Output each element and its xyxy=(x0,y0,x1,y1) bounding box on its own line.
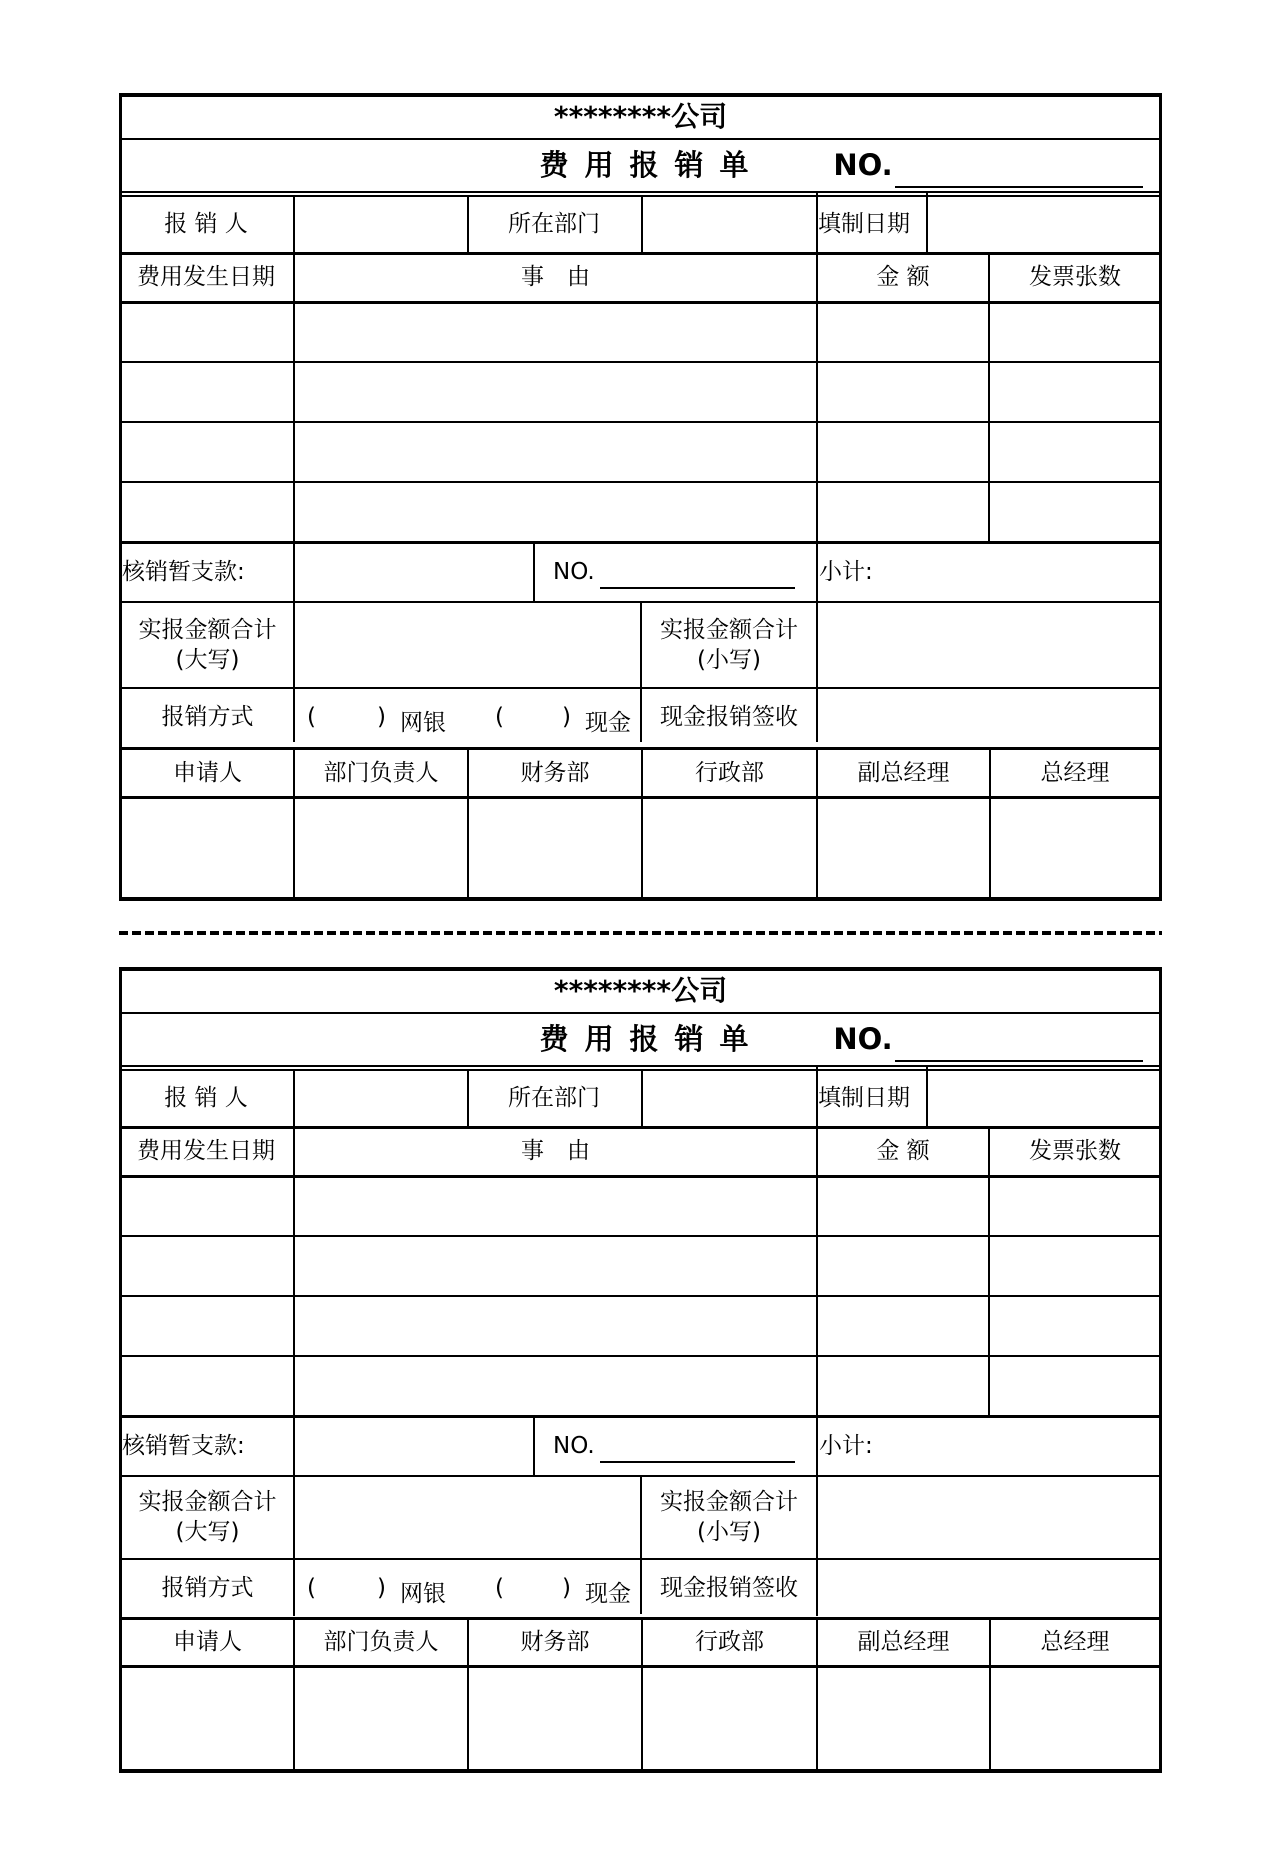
col-header-date: 费用发生日期 xyxy=(137,1138,275,1165)
claimant-label: 报 销 人 xyxy=(164,1085,248,1112)
claimant-label: 报 销 人 xyxy=(164,211,248,238)
bank-checkbox-close[interactable]: ) xyxy=(377,1575,386,1601)
col-header-reason: 事 由 xyxy=(521,264,590,291)
expense-reason-input[interactable] xyxy=(295,423,816,481)
signature-gm[interactable] xyxy=(991,1668,1159,1769)
signature-applicant[interactable] xyxy=(122,1668,293,1769)
department-label: 所在部门 xyxy=(508,211,600,238)
claimant-input[interactable] xyxy=(295,197,467,253)
cash-label: 现金 xyxy=(585,1581,631,1607)
total-upper-label xyxy=(122,603,293,688)
advance-no-label: NO. xyxy=(553,558,595,585)
cash-checkbox-close[interactable]: ) xyxy=(562,1575,571,1601)
total-lower-input[interactable] xyxy=(818,603,1158,688)
expense-amount-input[interactable] xyxy=(818,1297,988,1355)
cash-sign-input[interactable] xyxy=(818,1560,1158,1618)
subtotal-label[interactable]: 小计: xyxy=(819,1432,873,1459)
fill-date-label: 填制日期 xyxy=(818,211,910,238)
col-header-invoices: 发票张数 xyxy=(1029,1138,1121,1165)
signature-dept-head[interactable] xyxy=(295,799,467,897)
expense-reason-input[interactable] xyxy=(295,1237,816,1295)
advance-label: 核销暂支款: xyxy=(122,558,245,585)
cash-sign-label: 现金报销签收 xyxy=(660,704,798,731)
expense-amount-input[interactable] xyxy=(818,1357,988,1415)
expense-amount-input[interactable] xyxy=(818,363,988,421)
signature-gm[interactable] xyxy=(991,799,1159,897)
expense-reason-input[interactable] xyxy=(295,1297,816,1355)
expense-reason-input[interactable] xyxy=(295,1178,816,1236)
cut-line xyxy=(119,931,1162,935)
expense-form-2 xyxy=(119,967,1162,1773)
approver-gm-label: 总经理 xyxy=(1040,1629,1110,1656)
expense-date-input[interactable] xyxy=(122,1237,293,1295)
advance-amount-input[interactable] xyxy=(295,544,533,601)
total-lower-label-line2: (小写) xyxy=(697,646,761,673)
expense-amount-input[interactable] xyxy=(818,423,988,481)
total-upper-label-line1: 实报金额合计 xyxy=(138,616,277,643)
form-number-field[interactable] xyxy=(895,186,1143,188)
expense-date-input[interactable] xyxy=(122,483,293,541)
divider xyxy=(816,1416,818,1614)
fill-date-input[interactable] xyxy=(928,197,1158,253)
fill-date-input[interactable] xyxy=(928,1071,1158,1127)
total-lower-label xyxy=(642,1477,816,1559)
signature-admin[interactable] xyxy=(643,1668,816,1769)
expense-amount-input[interactable] xyxy=(818,304,988,362)
approver-gm-label: 总经理 xyxy=(1040,759,1110,786)
advance-no-label: NO. xyxy=(553,1432,595,1459)
expense-form-1 xyxy=(119,93,1162,901)
expense-invoices-input[interactable] xyxy=(990,423,1160,481)
form-number-field[interactable] xyxy=(895,1060,1143,1062)
approver-admin-label: 行政部 xyxy=(695,1629,764,1656)
bank-checkbox-open[interactable]: ( xyxy=(307,1575,316,1601)
expense-amount-input[interactable] xyxy=(818,1178,988,1236)
cash-sign-input[interactable] xyxy=(818,689,1158,747)
advance-no-field[interactable] xyxy=(600,1461,795,1463)
method-label: 报销方式 xyxy=(161,1575,254,1602)
signature-applicant[interactable] xyxy=(122,799,293,897)
signature-dept-head[interactable] xyxy=(295,1668,467,1769)
bank-checkbox-open[interactable]: ( xyxy=(307,704,316,730)
claimant-input[interactable] xyxy=(295,1071,467,1127)
signature-admin[interactable] xyxy=(643,799,816,897)
department-input[interactable] xyxy=(643,197,816,253)
signature-vp[interactable] xyxy=(818,1668,989,1769)
approver-dept-head-label: 部门负责人 xyxy=(323,759,439,786)
expense-reason-input[interactable] xyxy=(295,1357,816,1415)
company-name: ********公司 xyxy=(553,973,728,1007)
total-upper-label-line2: (大写) xyxy=(175,1519,240,1545)
form-title: 费用报销单 xyxy=(539,148,765,183)
divider xyxy=(119,1065,1162,1067)
expense-amount-input[interactable] xyxy=(818,483,988,541)
approver-dept-head-label: 部门负责人 xyxy=(323,1629,439,1656)
expense-reason-input[interactable] xyxy=(295,304,816,362)
approver-finance-label: 财务部 xyxy=(520,759,590,786)
advance-no-field[interactable] xyxy=(600,587,795,589)
col-header-amount: 金 额 xyxy=(876,1138,930,1165)
expense-date-input[interactable] xyxy=(122,1357,293,1415)
signature-finance[interactable] xyxy=(469,1668,641,1769)
cash-checkbox-open[interactable]: ( xyxy=(495,1575,504,1601)
total-upper-label-line2: (大写) xyxy=(175,646,240,673)
expense-invoices-input[interactable] xyxy=(990,363,1160,421)
expense-date-input[interactable] xyxy=(122,363,293,421)
approver-admin-label: 行政部 xyxy=(695,759,764,786)
form-number-label: NO. xyxy=(833,148,893,183)
expense-amount-input[interactable] xyxy=(818,1237,988,1295)
total-upper-input[interactable] xyxy=(295,1477,640,1559)
approver-vp-label: 副总经理 xyxy=(857,1629,950,1656)
form-number-label: NO. xyxy=(833,1022,893,1057)
advance-amount-input[interactable] xyxy=(295,1418,533,1475)
cash-checkbox-close[interactable]: ) xyxy=(562,704,571,730)
expense-reason-input[interactable] xyxy=(295,363,816,421)
col-header-date: 费用发生日期 xyxy=(137,264,275,291)
approver-vp-label: 副总经理 xyxy=(857,759,950,786)
company-name: ********公司 xyxy=(553,99,728,133)
cash-checkbox-open[interactable]: ( xyxy=(495,704,504,730)
department-label: 所在部门 xyxy=(508,1085,600,1112)
bank-transfer-label: 网银 xyxy=(400,710,446,736)
expense-invoices-input[interactable] xyxy=(990,1178,1160,1236)
total-lower-label-line2: (小写) xyxy=(697,1519,761,1545)
expense-invoices-input[interactable] xyxy=(990,1357,1160,1415)
col-header-invoices: 发票张数 xyxy=(1029,264,1121,291)
col-header-amount: 金 额 xyxy=(876,264,930,291)
approver-applicant-label: 申请人 xyxy=(173,1629,242,1656)
signature-finance[interactable] xyxy=(469,799,641,897)
expense-date-input[interactable] xyxy=(122,1297,293,1355)
approver-applicant-label: 申请人 xyxy=(173,759,242,786)
department-input[interactable] xyxy=(643,1071,816,1127)
expense-invoices-input[interactable] xyxy=(990,304,1160,362)
form-title: 费用报销单 xyxy=(539,1022,765,1057)
expense-date-input[interactable] xyxy=(122,304,293,362)
divider xyxy=(816,542,818,742)
expense-date-input[interactable] xyxy=(122,423,293,481)
signature-vp[interactable] xyxy=(818,799,989,897)
expense-date-input[interactable] xyxy=(122,1178,293,1236)
total-lower-label-line1: 实报金额合计 xyxy=(660,616,798,643)
expense-invoices-input[interactable] xyxy=(990,1297,1160,1355)
expense-invoices-input[interactable] xyxy=(990,1237,1160,1295)
approver-finance-label: 财务部 xyxy=(520,1629,590,1656)
bank-transfer-label: 网银 xyxy=(400,1581,446,1607)
bank-checkbox-close[interactable]: ) xyxy=(377,704,386,730)
divider xyxy=(119,191,1162,193)
cash-sign-label: 现金报销签收 xyxy=(660,1575,798,1602)
total-lower-label xyxy=(642,603,816,688)
advance-label: 核销暂支款: xyxy=(122,1432,245,1459)
cash-label: 现金 xyxy=(585,710,631,736)
method-label: 报销方式 xyxy=(161,704,254,731)
total-upper-label xyxy=(122,1477,293,1559)
fill-date-label: 填制日期 xyxy=(818,1085,910,1112)
expense-invoices-input[interactable] xyxy=(990,483,1160,541)
total-upper-input[interactable] xyxy=(295,603,640,688)
total-upper-label-line1: 实报金额合计 xyxy=(138,1489,277,1516)
expense-reason-input[interactable] xyxy=(295,483,816,541)
total-lower-input[interactable] xyxy=(818,1477,1158,1559)
total-lower-label-line1: 实报金额合计 xyxy=(660,1489,798,1516)
subtotal-label[interactable]: 小计: xyxy=(819,558,873,585)
col-header-reason: 事 由 xyxy=(521,1138,590,1165)
